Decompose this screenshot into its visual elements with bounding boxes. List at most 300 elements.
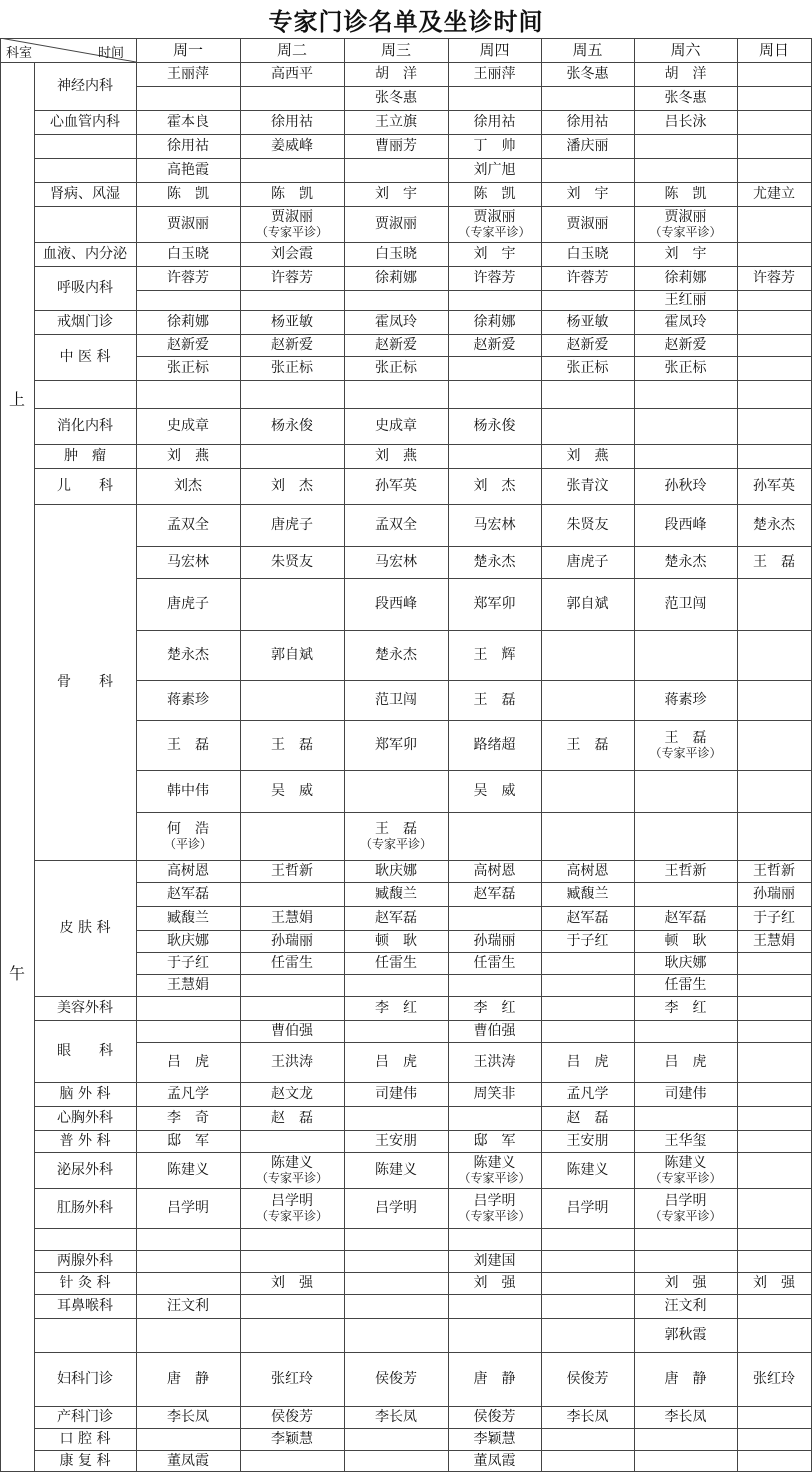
clinic-type-note: （专家平诊） (458, 225, 531, 239)
doctor-cell: 段西峰 (375, 596, 417, 612)
page-title: 专家门诊名单及坐诊时间 (268, 7, 544, 36)
doctor-cell (737, 290, 811, 310)
doctor-cell: 耿庆娜 (167, 933, 209, 949)
doctor-cell (737, 1250, 811, 1272)
doctor-cell (737, 444, 811, 468)
doctor-cell: 徐莉娜 (664, 270, 707, 286)
doctor-cell: 徐莉娜 (167, 314, 209, 330)
doctor-cell (541, 952, 634, 974)
doctor-cell: 白玉晓 (566, 246, 609, 262)
doctor-cell: 李长凤 (167, 1409, 209, 1425)
doctor-cell: 赵 磊 (271, 1110, 313, 1126)
doctor-cell: 王哲新 (664, 863, 707, 879)
doctor-cell: 张正标 (271, 360, 313, 376)
department-label: 两腺外科 (57, 1253, 113, 1269)
clinic-type-note: （专家平诊） (359, 837, 432, 851)
doctor-cell (541, 996, 634, 1020)
doctor-cell: 朱贤友 (566, 517, 609, 533)
doctor-cell: 路绪超 (473, 737, 516, 753)
doctor-cell: 郭自斌 (566, 596, 609, 612)
doctor-cell: 臧馥兰 (566, 886, 609, 902)
doctor-cell: 侯俊芳 (473, 1409, 516, 1425)
doctor-cell (737, 1406, 811, 1428)
doctor-cell (344, 812, 448, 860)
doctor-cell (541, 408, 634, 444)
doctor-cell: 蒋素珍 (664, 692, 707, 708)
doctor-cell: 耿庆娜 (664, 955, 707, 971)
doctor-name: 吕学明 (473, 1193, 516, 1209)
doctor-cell (634, 1106, 737, 1130)
dept-divider (34, 380, 136, 381)
doctor-name: 贾淑丽 (271, 209, 313, 225)
doctor-cell (136, 1020, 240, 1042)
doctor-cell: 王华玺 (664, 1133, 707, 1149)
doctor-cell: 马宏林 (473, 517, 516, 533)
doctor-cell (737, 1020, 811, 1042)
doctor-cell: 张青汶 (566, 478, 609, 494)
doctor-cell (634, 1228, 737, 1250)
doctor-cell: 郑军卯 (473, 596, 516, 612)
department-label: 肿 瘤 (64, 448, 106, 464)
doctor-cell: 赵新爱 (664, 337, 707, 353)
doctor-cell: 赵新爱 (271, 337, 313, 353)
department-label: 心血管内科 (50, 114, 120, 130)
doctor-cell (737, 1450, 811, 1471)
doctor-cell (634, 444, 737, 468)
doctor-cell: 贾淑丽 (375, 216, 417, 232)
doctor-cell: 史成章 (167, 418, 209, 434)
day-header: 周四 (479, 41, 510, 59)
doctor-cell (448, 812, 541, 860)
doctor-cell: 刘 燕 (375, 448, 417, 464)
doctor-cell: 许蓉芳 (271, 270, 313, 286)
doctor-cell (737, 310, 811, 334)
department-label: 呼吸内科 (57, 280, 113, 296)
doctor-cell: 耿庆娜 (375, 863, 417, 879)
doctor-cell: 陈建义 (566, 1162, 609, 1178)
doctor-cell: 徐用祜 (271, 114, 313, 130)
doctor-name: 贾淑丽 (473, 209, 516, 225)
doctor-cell: 司建伟 (664, 1086, 707, 1102)
doctor-cell (344, 770, 448, 812)
dept-divider (34, 158, 136, 159)
doctor-cell (634, 1188, 737, 1228)
doctor-cell: 于子红 (566, 933, 609, 949)
doctor-cell (344, 380, 448, 408)
doctor-cell (737, 134, 811, 158)
department-label: 眼 科 (57, 1043, 113, 1059)
doctor-cell: 赵文龙 (271, 1086, 313, 1102)
doctor-cell: 朱贤友 (271, 554, 313, 570)
doctor-cell (344, 1020, 448, 1042)
doctor-cell: 赵 磊 (566, 1110, 609, 1126)
doctor-cell (634, 1450, 737, 1471)
dept-divider (34, 206, 136, 207)
doctor-cell (737, 242, 811, 266)
doctor-cell: 侯俊芳 (375, 1371, 417, 1387)
doctor-cell (136, 290, 240, 310)
doctor-cell: 楚永杰 (473, 554, 516, 570)
doctor-cell (240, 1228, 344, 1250)
doctor-cell: 赵新爱 (167, 337, 209, 353)
doctor-cell: 楚永杰 (167, 647, 209, 663)
doctor-cell: 张冬惠 (664, 90, 707, 106)
doctor-cell (240, 1250, 344, 1272)
department-label: 血液、内分泌 (43, 246, 127, 262)
department-label: 儿 科 (57, 478, 113, 494)
doctor-name: 贾淑丽 (664, 209, 707, 225)
doctor-cell (344, 290, 448, 310)
doctor-cell (737, 1228, 811, 1250)
doctor-name: 吕学明 (271, 1193, 313, 1209)
department-label: 戒烟门诊 (57, 314, 113, 330)
doctor-cell: 徐用祜 (566, 114, 609, 130)
doctor-cell (541, 1294, 634, 1318)
doctor-cell: 王 磊 (566, 737, 609, 753)
doctor-cell (136, 812, 240, 860)
doctor-cell: 范卫闯 (664, 596, 707, 612)
doctor-cell (541, 974, 634, 996)
doctor-cell: 王洪涛 (473, 1054, 516, 1070)
doctor-cell: 刘 强 (664, 1275, 707, 1291)
doctor-cell (448, 380, 541, 408)
doctor-cell: 王 辉 (473, 647, 516, 663)
doctor-cell: 郑军卯 (375, 737, 417, 753)
doctor-cell (737, 974, 811, 996)
doctor-cell: 汪文利 (167, 1298, 209, 1314)
doctor-cell: 刘 宇 (664, 246, 707, 262)
doctor-cell: 王丽萍 (473, 66, 516, 82)
doctor-cell (541, 1318, 634, 1352)
doctor-cell: 唐虎子 (167, 596, 209, 612)
doctor-cell (737, 1082, 811, 1106)
doctor-cell (634, 408, 737, 444)
doctor-cell: 高西平 (271, 66, 313, 82)
doctor-name: 陈建义 (664, 1155, 707, 1171)
doctor-cell: 杨亚敏 (271, 314, 313, 330)
department-label: 针 灸 科 (59, 1275, 111, 1291)
doctor-cell (344, 1228, 448, 1250)
doctor-cell (448, 1188, 541, 1228)
doctor-cell: 高树恩 (566, 863, 609, 879)
clinic-type-note: （专家平诊） (458, 1171, 531, 1185)
doctor-cell (634, 158, 737, 182)
doctor-cell (240, 680, 344, 720)
doctor-cell (634, 1020, 737, 1042)
doctor-cell: 李 红 (375, 1000, 417, 1016)
doctor-cell: 李颖慧 (271, 1431, 313, 1447)
doctor-cell (240, 1188, 344, 1228)
doctor-cell: 刘 宇 (375, 186, 417, 202)
doctor-cell (737, 206, 811, 242)
department-label: 康 复 科 (59, 1452, 111, 1469)
doctor-cell: 王慧娟 (167, 977, 209, 993)
doctor-cell: 王丽萍 (167, 66, 209, 82)
doctor-cell: 楚永杰 (753, 517, 795, 533)
department-label: 普 外 科 (59, 1133, 111, 1149)
doctor-cell (541, 1450, 634, 1471)
doctor-cell: 白玉晓 (375, 246, 417, 262)
doctor-cell (136, 996, 240, 1020)
doctor-cell (541, 1250, 634, 1272)
doctor-cell (136, 1250, 240, 1272)
doctor-cell: 任雷生 (375, 955, 417, 971)
doctor-cell: 李长凤 (566, 1409, 609, 1425)
doctor-cell: 司建伟 (375, 1086, 417, 1102)
doctor-cell: 刘 强 (753, 1275, 795, 1291)
doctor-cell: 刘 杰 (271, 478, 313, 494)
doctor-cell: 孟凡学 (167, 1086, 209, 1102)
doctor-cell: 赵新爱 (375, 337, 417, 353)
doctor-cell: 侯俊芳 (271, 1409, 313, 1425)
doctor-cell: 王安朋 (375, 1133, 417, 1149)
doctor-cell: 楚永杰 (375, 647, 417, 663)
doctor-cell: 顿 耿 (375, 933, 417, 949)
doctor-cell: 尤建立 (753, 186, 795, 202)
doctor-cell (448, 906, 541, 930)
doctor-cell (240, 1450, 344, 1471)
doctor-cell: 赵军磊 (664, 910, 707, 926)
doctor-cell (240, 206, 344, 242)
doctor-cell: 马宏林 (167, 554, 209, 570)
doctor-cell: 唐 静 (473, 1371, 516, 1387)
doctor-cell: 楚永杰 (664, 554, 707, 570)
doctor-cell (344, 1106, 448, 1130)
doctor-cell: 李长凤 (664, 1409, 707, 1425)
doctor-cell (240, 290, 344, 310)
doctor-cell (737, 1428, 811, 1450)
doctor-cell: 段西峰 (664, 517, 707, 533)
doctor-cell: 徐莉娜 (375, 270, 417, 286)
doctor-cell (737, 1188, 811, 1228)
day-header: 周日 (758, 41, 789, 59)
doctor-cell: 吴 威 (271, 783, 313, 799)
doctor-cell (634, 206, 737, 242)
doctor-cell (344, 1318, 448, 1352)
doctor-cell: 刘杰 (174, 478, 202, 494)
doctor-cell: 孙瑞丽 (271, 933, 313, 949)
doctor-cell (737, 680, 811, 720)
doctor-cell (448, 1228, 541, 1250)
doctor-cell: 唐 静 (167, 1371, 209, 1387)
doctor-cell: 刘 强 (473, 1275, 516, 1291)
doctor-cell (448, 1152, 541, 1188)
doctor-cell: 李 奇 (167, 1110, 209, 1126)
doctor-cell (737, 720, 811, 770)
clinic-type-note: （专家平诊） (458, 1209, 531, 1223)
doctor-cell: 胡 洋 (375, 66, 417, 82)
dept-divider (34, 1228, 136, 1229)
doctor-cell (541, 1272, 634, 1294)
doctor-name: 王 磊 (375, 821, 417, 837)
doctor-cell: 李 红 (664, 1000, 707, 1016)
doctor-cell: 姜威峰 (271, 138, 313, 154)
doctor-cell: 王安朋 (566, 1133, 609, 1149)
doctor-cell: 张正标 (375, 360, 417, 376)
doctor-cell (634, 134, 737, 158)
day-header: 周二 (276, 41, 307, 59)
department-label: 中 医 科 (59, 349, 111, 365)
doctor-cell (240, 1152, 344, 1188)
doctor-cell (240, 578, 344, 630)
doctor-cell: 徐莉娜 (473, 314, 516, 330)
doctor-cell (240, 974, 344, 996)
doctor-cell (136, 380, 240, 408)
doctor-cell (634, 380, 737, 408)
doctor-cell: 丁 帅 (473, 138, 516, 154)
doctor-cell (344, 158, 448, 182)
doctor-cell (737, 356, 811, 380)
doctor-cell (634, 720, 737, 770)
corner-label-dept: 科室 (6, 46, 33, 61)
doctor-cell: 孟双全 (375, 517, 417, 533)
doctor-cell: 赵新爱 (566, 337, 609, 353)
doctor-cell: 任雷生 (271, 955, 313, 971)
dept-divider (34, 134, 136, 135)
doctor-cell (448, 1294, 541, 1318)
doctor-cell: 刘建国 (473, 1253, 516, 1269)
doctor-cell: 李长凤 (375, 1409, 417, 1425)
doctor-cell (737, 408, 811, 444)
doctor-cell (541, 1428, 634, 1450)
doctor-cell (541, 812, 634, 860)
department-label: 妇科门诊 (57, 1371, 113, 1387)
doctor-cell: 王 磊 (271, 737, 313, 753)
doctor-cell: 孟双全 (167, 517, 209, 533)
doctor-cell: 于子红 (753, 910, 795, 926)
doctor-cell (240, 1318, 344, 1352)
doctor-cell (344, 1294, 448, 1318)
doctor-cell: 李颖慧 (473, 1431, 516, 1447)
doctor-cell: 刘广旭 (473, 162, 516, 178)
doctor-cell (240, 1130, 344, 1152)
doctor-cell: 马宏林 (375, 554, 417, 570)
doctor-cell (240, 380, 344, 408)
doctor-cell (634, 1250, 737, 1272)
doctor-cell (737, 578, 811, 630)
doctor-cell: 陈 凯 (473, 186, 516, 202)
doctor-cell: 吕 虎 (664, 1054, 707, 1070)
department-label: 神经内科 (57, 78, 113, 94)
department-label: 脑 外 科 (59, 1086, 111, 1102)
doctor-cell: 陈 凯 (271, 186, 313, 202)
doctor-cell: 赵军磊 (473, 886, 516, 902)
doctor-cell: 蒋素珍 (167, 692, 209, 708)
doctor-cell: 张正标 (167, 360, 209, 376)
doctor-cell (737, 952, 811, 974)
doctor-cell: 刘 宇 (473, 246, 516, 262)
doctor-cell: 刘 燕 (167, 448, 209, 464)
doctor-cell: 王洪涛 (271, 1054, 313, 1070)
doctor-cell (634, 812, 737, 860)
dept-divider (34, 1318, 136, 1319)
doctor-cell: 赵军磊 (566, 910, 609, 926)
doctor-cell: 王 磊 (753, 554, 795, 570)
doctor-cell: 郭自斌 (271, 647, 313, 663)
doctor-cell (344, 1250, 448, 1272)
doctor-cell: 董凤霞 (473, 1452, 516, 1469)
doctor-cell (240, 158, 344, 182)
clinic-type-note: （平诊） (163, 837, 212, 851)
doctor-cell: 王慧娟 (753, 933, 795, 949)
doctor-cell (634, 882, 737, 906)
doctor-cell: 陈建义 (167, 1162, 209, 1178)
department-label: 口 腔 科 (59, 1431, 111, 1447)
doctor-cell: 刘 强 (271, 1275, 313, 1291)
doctor-cell: 胡 洋 (664, 66, 707, 82)
doctor-cell: 吕学明 (375, 1200, 417, 1216)
doctor-cell (541, 630, 634, 680)
department-label: 心胸外科 (57, 1110, 113, 1126)
doctor-cell: 张正标 (664, 360, 707, 376)
doctor-cell (737, 86, 811, 110)
doctor-cell (737, 630, 811, 680)
doctor-cell (448, 206, 541, 242)
doctor-cell: 曹伯强 (271, 1023, 313, 1039)
doctor-cell (737, 1130, 811, 1152)
doctor-name: 何 浩 (167, 821, 209, 837)
doctor-name: 吕学明 (664, 1193, 707, 1209)
doctor-cell: 贾淑丽 (566, 216, 609, 232)
doctor-cell (136, 1428, 240, 1450)
doctor-cell: 李 红 (473, 1000, 516, 1016)
doctor-cell (448, 290, 541, 310)
doctor-cell: 霍凤玲 (375, 314, 417, 330)
doctor-cell (448, 444, 541, 468)
doctor-cell: 孙军英 (753, 478, 795, 494)
doctor-cell: 吕 虎 (167, 1054, 209, 1070)
clinic-type-note: （专家平诊） (255, 1171, 328, 1185)
doctor-cell: 刘会霞 (271, 246, 313, 262)
doctor-cell (737, 1294, 811, 1318)
doctor-name: 王 磊 (664, 730, 707, 746)
clinic-type-note: （专家平诊） (649, 1209, 722, 1223)
doctor-cell (448, 1318, 541, 1352)
doctor-cell: 张冬惠 (375, 90, 417, 106)
doctor-cell (541, 680, 634, 720)
doctor-cell (737, 62, 811, 86)
doctor-cell: 董凤霞 (167, 1452, 209, 1469)
doctor-cell (541, 1020, 634, 1042)
doctor-cell (240, 882, 344, 906)
doctor-cell (136, 1318, 240, 1352)
doctor-cell: 王哲新 (753, 863, 795, 879)
doctor-name: 陈建义 (473, 1155, 516, 1171)
doctor-cell: 韩中伟 (167, 783, 209, 799)
doctor-cell: 赵新爱 (473, 337, 516, 353)
doctor-cell: 唐虎子 (271, 517, 313, 533)
doctor-cell: 吕长泳 (664, 114, 707, 130)
department-label: 肛肠外科 (57, 1200, 113, 1216)
doctor-cell: 孙瑞丽 (753, 886, 795, 902)
doctor-cell: 陈 凯 (664, 186, 707, 202)
doctor-cell: 王红丽 (664, 292, 707, 308)
doctor-cell: 赵军磊 (375, 910, 417, 926)
doctor-cell (541, 290, 634, 310)
department-label: 产科门诊 (57, 1409, 113, 1425)
doctor-cell: 周笑非 (473, 1086, 516, 1102)
doctor-cell: 孟凡学 (566, 1086, 609, 1102)
doctor-cell (737, 158, 811, 182)
doctor-cell: 王 磊 (167, 737, 209, 753)
doctor-cell: 任雷生 (664, 977, 707, 993)
doctor-cell: 顿 耿 (664, 933, 707, 949)
doctor-cell: 杨永俊 (473, 418, 516, 434)
doctor-cell: 史成章 (375, 418, 417, 434)
doctor-cell (240, 1294, 344, 1318)
clinic-type-note: （专家平诊） (255, 225, 328, 239)
clinic-type-note: （专家平诊） (649, 225, 722, 239)
